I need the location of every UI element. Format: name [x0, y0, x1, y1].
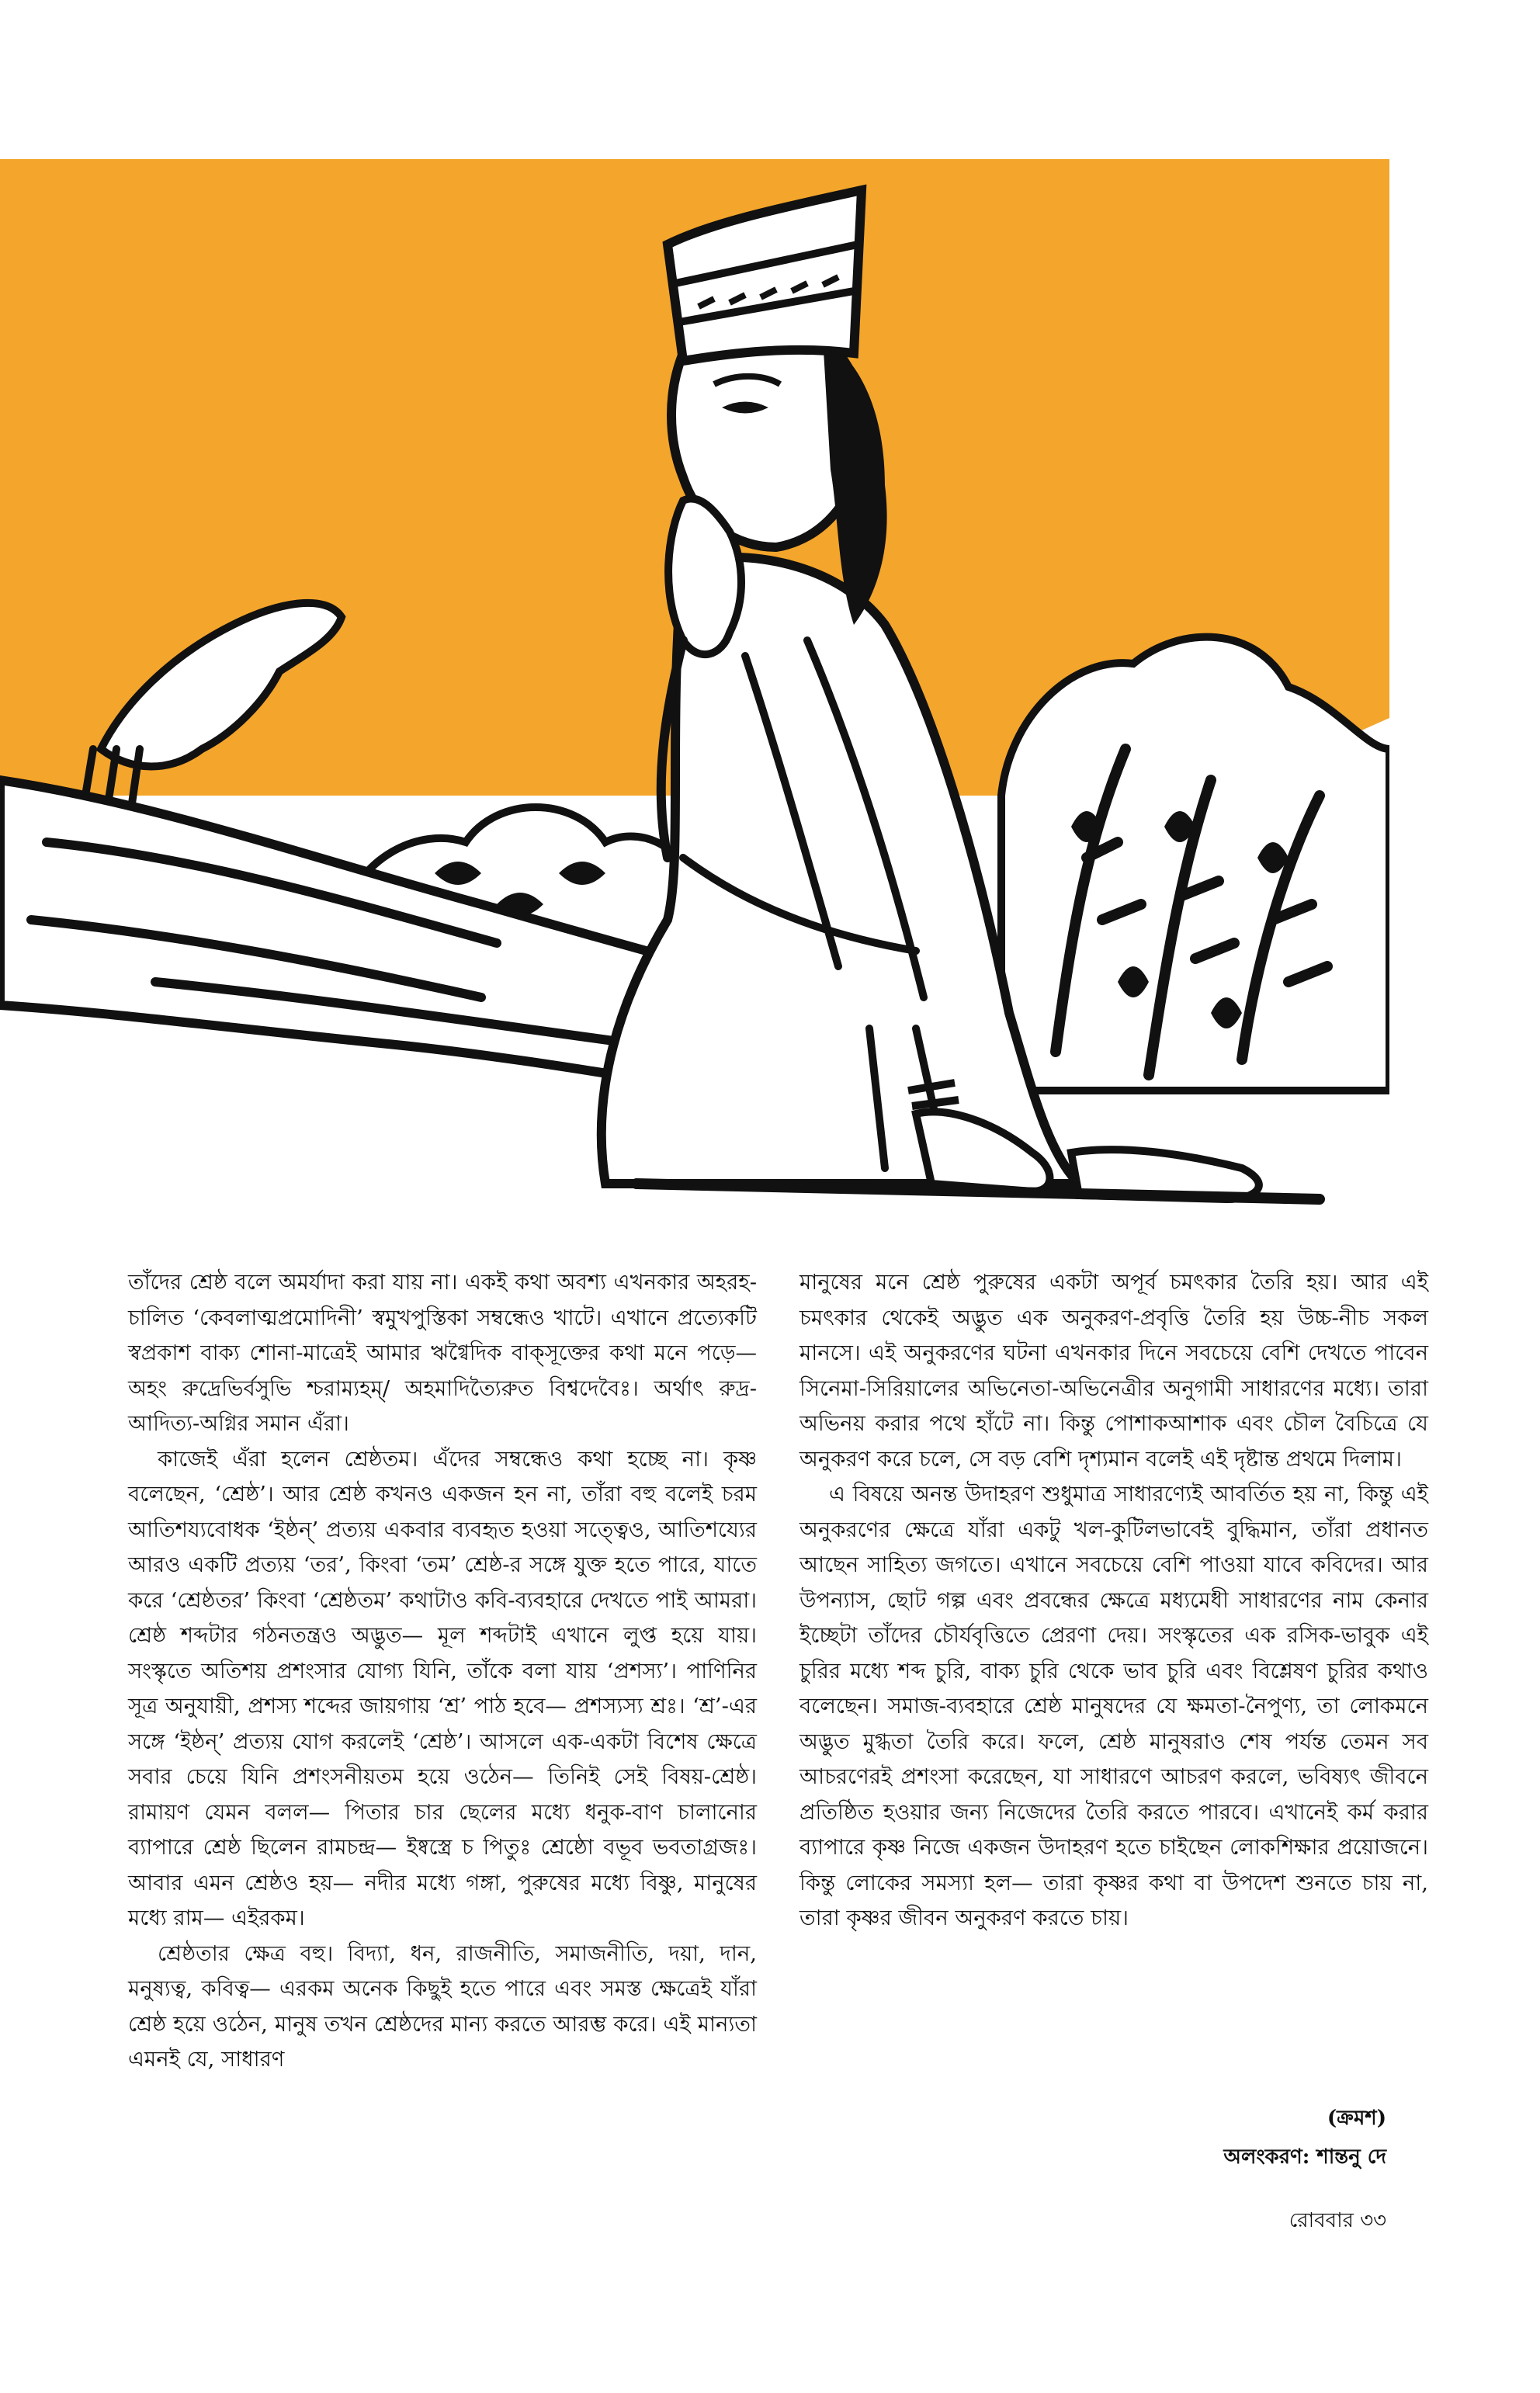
left-column — [128, 1265, 757, 2078]
krishna-illustration-svg — [0, 159, 1389, 1215]
left-paragraph-1: তাঁদের শ্রেষ্ঠ বলে অমর্যাদা করা যায় না। একই কথা অবশ্য এখনকার অহরহ-চালিত ‘কেবলাত্মপ্রমোদিনী’ স্বমুখপুস্তিকা সম্বন্ধেও খাটে। এখানে প্রত্যেকটি স্বপ্রকাশ বাক্য শোনা-মাত্রেই আমার ঋগ্বৈদিক বাক্‌সূক্তের কথা মনে পড়ে— অহং রুদ্রেভির্বসুভি শ্চরাম্যহম্/ অহমাদিত্যৈরুত বিশ্বদেবৈঃ। অর্থাৎ রুদ্র-আদিত্য-অগ্নির সমান এঁরা। — [128, 1270, 757, 1436]
right-column — [799, 1265, 1428, 1937]
page-folio: রোববার ৩৩ — [1289, 2209, 1386, 2232]
illustration — [0, 159, 1389, 1215]
right-paragraph-1: মানুষের মনে শ্রেষ্ঠ পুরুষের একটা অপূর্ব চমৎকার তৈরি হয়। আর এই চমৎকার থেকেই অদ্ভুত এক অনুকরণ-প্রবৃত্তি তৈরি হয় উচ্চ-নীচ সকল মানসে। এই অনুকরণের ঘটনা এখনকার দিনে সবচেয়ে বেশি দেখতে পাবেন সিনেমা-সিরিয়ালের অভিনেতা-অভিনেত্রীর অনুগামী সাধারণের মধ্যে। তারা অভিনয় করার পথে হাঁটে না। কিন্তু পোশাকআশাক এবং চৌল বৈচিত্রে যে অনুকরণ করে চলে, সে বড় বেশি দৃশ্যমান বলেই এই দৃষ্টান্ত প্রথমে দিলাম। — [799, 1270, 1428, 1472]
illustration-credit: অলংকরণ: শান্তনু দে — [1223, 2145, 1386, 2169]
series-note: (ক্রমশ) — [1327, 2107, 1386, 2130]
left-paragraph-3: শ্রেষ্ঠতার ক্ষেত্র বহু। বিদ্যা, ধন, রাজনীতি, সমাজনীতি, দয়া, দান, মনুষ্যত্ব, কবিত্ব— এরকম অনেক কিছুই হতে পারে এবং সমস্ত ক্ষেত্রেই যাঁরা শ্রেষ্ঠ হয়ে ওঠেন, মানুষ তখন শ্রেষ্ঠদের মান্য করতে আরম্ভ করে। এই মান্যতা এমনই যে, সাধারণ — [128, 1940, 757, 2072]
right-paragraph-2: এ বিষয়ে অনন্ত উদাহরণ শুধুমাত্র সাধারণ্যেই আবর্তিত হয় না, কিন্তু এই অনুকরণের ক্ষেত্রে যাঁরা একটু খল-কুটিলভাবেই বুদ্ধিমান, তাঁরা প্রধানত আছেন সাহিত্য জগতে। এখানে সবচেয়ে বেশি পাওয়া যাবে কবিদের। আর উপন্যাস, ছোট গল্প এবং প্রবন্ধের ক্ষেত্রে মধ্যমেধী সাধারণের নাম কেনার ইচ্ছেটা তাঁদের চৌর্যবৃত্তিতে প্রেরণা দেয়। সংস্কৃতের এক রসিক-ভাবুক এই চুরির মধ্যে শব্দ চুরি, বাক্য চুরি থেকে ভাব চুরি এবং বিশ্লেষণ চুরির কথাও বলেছেন। সমাজ-ব্যবহারে শ্রেষ্ঠ মানুষদের যে ক্ষমতা-নৈপুণ্য, তা লোকমনে অদ্ভুত মুগ্ধতা তৈরি করে। ফলে, শ্রেষ্ঠ মানুষরাও শেষ পর্যন্ত তেমন সব আচরণেরই প্রশংসা করেছেন, যা সাধারণে আচরণ করলে, ভবিষ্যৎ জীবনে প্রতিষ্ঠিত হওয়ার জন্য নিজেদের তৈরি করতে পারবে। এখানেই কর্ম করার ব্যাপারে কৃষ্ণ নিজে একজন উদাহরণ হতে চাইছেন লোকশিক্ষার প্রয়োজনে। কিন্তু লোকের সমস্যা হল— তারা কৃষ্ণর কথা বা উপদেশ শুনতে চায় না, তারা কৃষ্ণর জীবন অনুকরণ করতে চায়। — [799, 1482, 1428, 1930]
left-paragraph-2: কাজেই এঁরা হলেন শ্রেষ্ঠতম। এঁদের সম্বন্ধেও কথা হচ্ছে না। কৃষ্ণ বলেছেন, ‘শ্রেষ্ঠ’। আর শ্রেষ্ঠ কখনও একজন হন না, তাঁরা বহু বলেই চরম আতিশয্যবোধক ‘ইষ্ঠন্’ প্রত্যয় একবার ব্যবহৃত হওয়া সত্ত্বেও, আতিশয্যের আরও একটি প্রত্যয় ‘তর’, কিংবা ‘তম’ শ্রেষ্ঠ-র সঙ্গে যুক্ত হতে পারে, যাতে করে ‘শ্রেষ্ঠতর’ কিংবা ‘শ্রেষ্ঠতম’ কথাটাও কবি-ব্যবহারে দেখতে পাই আমরা। শ্রেষ্ঠ শব্দটার গঠনতন্ত্রও অদ্ভুত— মূল শব্দটাই এখানে লুপ্ত হয়ে যায়। সংস্কৃতে অতিশয় প্রশংসার যোগ্য যিনি, তাঁকে বলা যায় ‘প্রশস্য’। পাণিনির সূত্র অনুযায়ী, প্রশস্য শব্দের জায়গায় ‘শ্র’ পাঠ হবে— প্রশস্যস্য শ্রঃ। ‘শ্র’-এর সঙ্গে ‘ইষ্ঠন্’ প্রত্যয় যোগ করলেই ‘শ্রেষ্ঠ’। আসলে এক-একটা বিশেষ ক্ষেত্রে সবার চেয়ে যিনি প্রশংসনীয়তম হয়ে ওঠেন— তিনিই সেই বিষয়-শ্রেষ্ঠ। রামায়ণ যেমন বলল— পিতার চার ছেলের মধ্যে ধনুক-বাণ চালানোর ব্যাপারে শ্রেষ্ঠ ছিলেন রামচন্দ্র— ইষ্বস্ত্রে চ পিতুঃ শ্রেষ্ঠো বভূব ভবতাগ্রজঃ। আবার এমন শ্রেষ্ঠও হয়— নদীর মধ্যে গঙ্গা, পুরুষের মধ্যে বিষ্ণু, মানুষের মধ্যে রাম— এইরকম। — [128, 1446, 757, 1930]
